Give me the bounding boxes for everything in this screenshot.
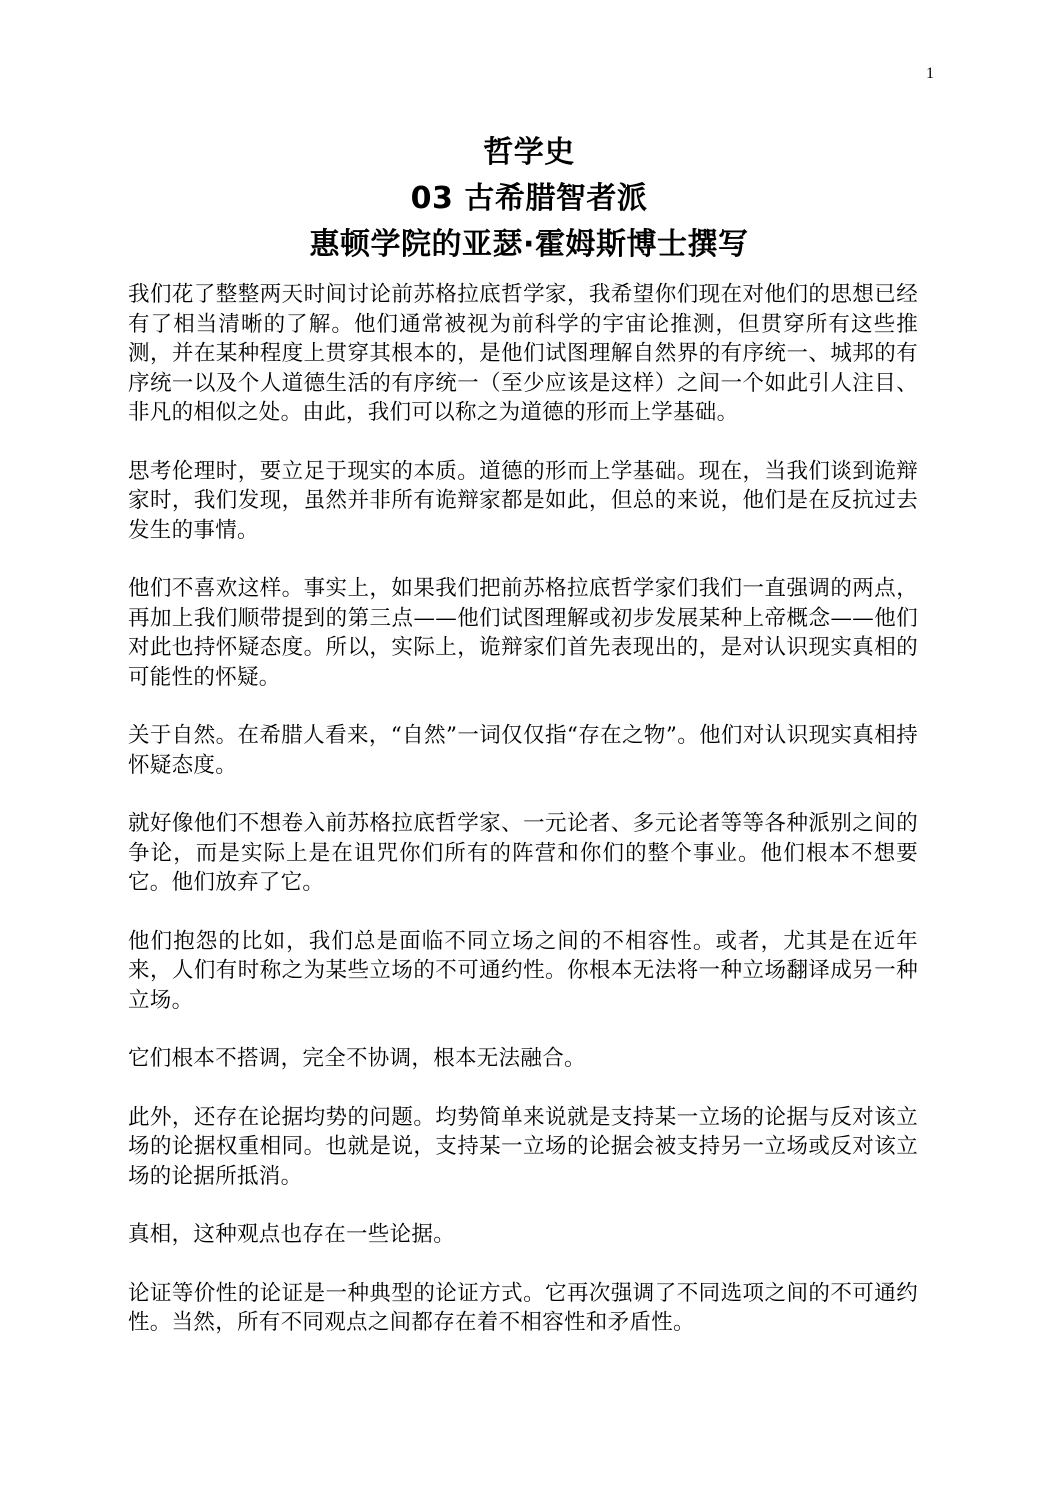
paragraph: 我们花了整整两天时间讨论前苏格拉底哲学家，我希望你们现在对他们的思想已经有了相当清晰的了解。他们通常被视为前科学的宇宙论推测，但贯穿所有这些推测，并在某种程度上贯穿其根本的，是他们试图理解自然界的有序统一、城邦的有序统一以及个人道德生活的有序统一（至少应该是这样）之间一个如此引人注目、非凡的相似之处。由此，我们可以称之为道德的形而上学基础。 <box>128 282 918 425</box>
title-block <box>0 130 1058 268</box>
paragraph: 思考伦理时，要立足于现实的本质。道德的形而上学基础。现在，当我们谈到诡辩家时，我们发现，虽然并非所有诡辩家都是如此，但总的来说，他们是在反抗过去发生的事情。 <box>128 458 918 543</box>
paragraph: 关于自然。在希腊人看来，“自然”一词仅仅指“存在之物”。他们对认识现实真相持怀疑态度。 <box>128 723 918 778</box>
body-text <box>128 280 918 1367</box>
paragraph: 他们不喜欢这样。事实上，如果我们把前苏格拉底哲学家们我们一直强调的两点，再加上我们顺带提到的第三点——他们试图理解或初步发展某种上帝概念——他们对此也持怀疑态度。所以，实际上，诡辩家们首先表现出的，是对认识现实真相的可能性的怀疑。 <box>128 576 918 690</box>
document-title: 哲学史 <box>483 135 575 170</box>
lecture-title: 03 古希腊智者派 <box>410 181 648 216</box>
paragraph: 此外，还存在论据均势的问题。均势简单来说就是支持某一立场的论据与反对该立场的论据权重相同。也就是说，支持某一立场的论据会被支持另一立场或反对该立场的论据所抵消。 <box>128 1104 918 1189</box>
paragraph: 它们根本不搭调，完全不协调，根本无法融合。 <box>128 1046 586 1071</box>
paragraph: 他们抱怨的比如，我们总是面临不同立场之间的不相容性。或者，尤其是在近年来，人们有时称之为某些立场的不可通约性。你根本无法将一种立场翻译成另一种立场。 <box>128 928 918 1013</box>
paragraph: 论证等价性的论证是一种典型的论证方式。它再次强调了不同选项之间的不可通约性。当然，所有不同观点之间都存在着不相容性和矛盾性。 <box>128 1280 918 1335</box>
author-line: 惠顿学院的亚瑟·霍姆斯博士撰写 <box>309 227 749 262</box>
page-number: 1 <box>926 65 934 82</box>
paragraph: 就好像他们不想卷入前苏格拉底哲学家、一元论者、多元论者等等各种派别之间的争论，而是实际上是在诅咒你们所有的阵营和你们的整个事业。他们根本不想要它。他们放弃了它。 <box>128 811 918 895</box>
paragraph: 真相，这种观点也存在一些论据。 <box>128 1222 456 1247</box>
